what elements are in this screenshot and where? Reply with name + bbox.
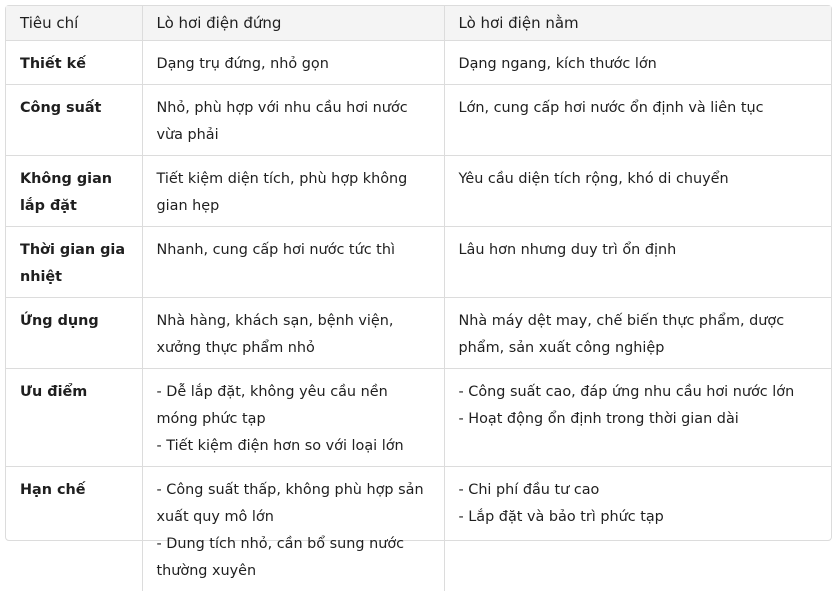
table-header [6, 6, 831, 40]
horizontal-boiler-line: Lớn, cung cấp hơi nước ổn định và liên tục [458, 99, 764, 116]
table-row [6, 466, 831, 591]
vertical-boiler-line: - Công suất thấp, không phù hợp sản xuất quy mô lớn [156, 481, 424, 525]
vertical-boiler-line: Dạng trụ đứng, nhỏ gọn [156, 55, 329, 72]
comparison-table-container [5, 5, 832, 579]
horizontal-boiler-line: - Hoạt động ổn định trong thời gian dài [458, 410, 739, 427]
horizontal-boiler-line: Nhà máy dệt may, chế biến thực phẩm, dược phẩm, sản xuất công nghiệp [458, 312, 785, 356]
table-body [6, 40, 831, 591]
vertical-boiler-line: Tiết kiệm diện tích, phù hợp không gian hẹp [156, 170, 408, 214]
criterion-cell: Thời gian gia nhiệt [6, 226, 142, 297]
horizontal-boiler-cell [444, 368, 831, 466]
horizontal-boiler-cell [444, 155, 831, 226]
vertical-boiler-line: - Tiết kiệm điện hơn so với loại lớn [156, 437, 404, 454]
criterion-cell: Công suất [6, 84, 142, 155]
horizontal-boiler-cell [444, 84, 831, 155]
horizontal-boiler-line: - Chi phí đầu tư cao [458, 481, 600, 498]
header-vertical-boiler: Lò hơi điện đứng [142, 6, 444, 40]
horizontal-boiler-cell [444, 297, 831, 368]
horizontal-boiler-line: Yêu cầu diện tích rộng, khó di chuyển [458, 170, 729, 187]
horizontal-boiler-cell [444, 466, 831, 591]
criterion-cell: Ưu điểm [6, 368, 142, 466]
vertical-boiler-line: - Dễ lắp đặt, không yêu cầu nền móng phức tạp [156, 383, 388, 427]
table-row [6, 84, 831, 155]
criterion-cell: Không gian lắp đặt [6, 155, 142, 226]
horizontal-boiler-line: - Công suất cao, đáp ứng nhu cầu hơi nước lớn [458, 383, 795, 400]
horizontal-boiler-line: - Lắp đặt và bảo trì phức tạp [458, 508, 664, 525]
header-horizontal-boiler: Lò hơi điện nằm [444, 6, 831, 40]
criterion-cell: Hạn chế [6, 466, 142, 591]
header-row [6, 6, 831, 40]
criterion-cell: Ứng dụng [6, 297, 142, 368]
header-criterion: Tiêu chí [6, 6, 142, 40]
vertical-boiler-line: Nhỏ, phù hợp với nhu cầu hơi nước vừa phải [156, 99, 408, 143]
table-row [6, 226, 831, 297]
vertical-boiler-line: Nhanh, cung cấp hơi nước tức thì [156, 241, 395, 258]
comparison-table [6, 6, 831, 591]
table-row [6, 155, 831, 226]
vertical-boiler-cell [142, 226, 444, 297]
horizontal-boiler-cell [444, 226, 831, 297]
criterion-cell: Thiết kế [6, 40, 142, 84]
vertical-boiler-line: Nhà hàng, khách sạn, bệnh viện, xưởng thực phẩm nhỏ [156, 312, 394, 356]
vertical-boiler-cell [142, 155, 444, 226]
vertical-boiler-line: - Dung tích nhỏ, cần bổ sung nước thường xuyên [156, 535, 405, 579]
horizontal-boiler-line: Dạng ngang, kích thước lớn [458, 55, 657, 72]
vertical-boiler-cell [142, 40, 444, 84]
vertical-boiler-cell [142, 466, 444, 591]
horizontal-boiler-line: Lâu hơn nhưng duy trì ổn định [458, 241, 677, 258]
horizontal-boiler-cell [444, 40, 831, 84]
vertical-boiler-cell [142, 368, 444, 466]
table-row [6, 40, 831, 84]
table-row [6, 368, 831, 466]
vertical-boiler-cell [142, 297, 444, 368]
vertical-boiler-cell [142, 84, 444, 155]
table-row [6, 297, 831, 368]
